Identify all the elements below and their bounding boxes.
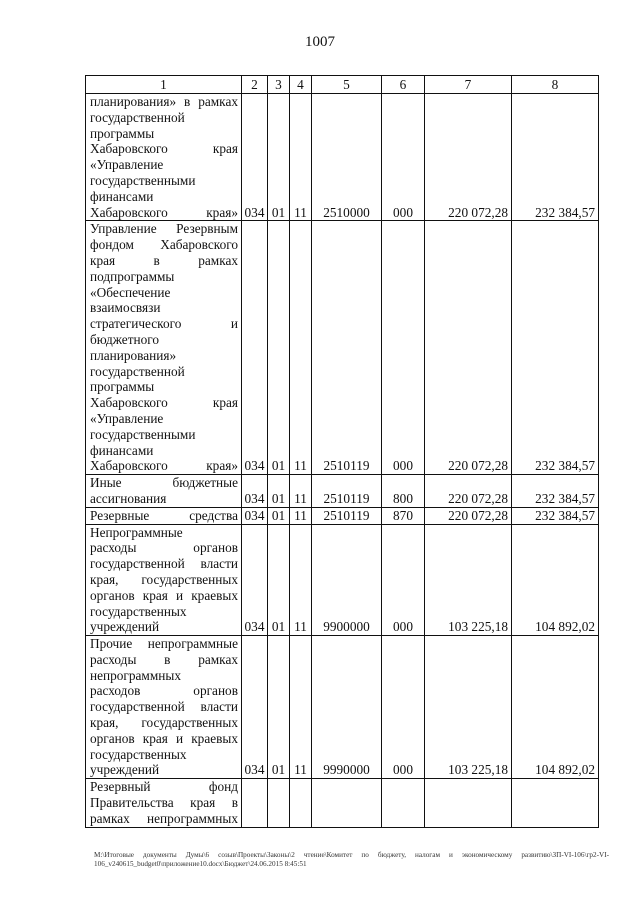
cell-amount-2016: 220 072,28	[425, 94, 512, 221]
cell-amount-2016: 220 072,28	[425, 507, 512, 524]
cell-amount-2017: 232 384,57	[512, 475, 599, 508]
cell-ministry-code: 034	[242, 475, 268, 508]
row-description	[86, 475, 242, 508]
description-line: расходов органов	[90, 683, 238, 699]
col-header-2: 2	[242, 76, 268, 94]
cell-target-article: 9990000	[312, 636, 382, 779]
cell-subsection	[290, 779, 312, 827]
description-line: ассигнования	[90, 490, 167, 506]
description-line: Правительства края в	[90, 795, 238, 811]
description-line: учреждений	[90, 762, 160, 778]
cell-expense-type: 870	[382, 507, 425, 524]
description-line: программы	[90, 379, 155, 395]
description-line: непрограммных	[90, 667, 181, 683]
cell-section: 01	[268, 221, 290, 475]
description-line: края, государственных	[90, 571, 238, 587]
description-line: «Управление	[90, 410, 164, 426]
table-row	[86, 221, 599, 475]
description-line: расходы в рамках	[90, 651, 238, 667]
cell-amount-2017: 104 892,02	[512, 524, 599, 636]
description-line: органов края и краевых	[90, 730, 238, 746]
table-row	[86, 507, 599, 524]
cell-subsection: 11	[290, 636, 312, 779]
row-description	[86, 524, 242, 636]
description-line: «Обеспечение	[90, 284, 171, 300]
cell-amount-2016: 220 072,28	[425, 475, 512, 508]
cell-expense-type	[382, 779, 425, 827]
cell-amount-2016: 103 225,18	[425, 636, 512, 779]
cell-target-article: 2510119	[312, 507, 382, 524]
description-line: программы	[90, 125, 155, 141]
file-path-footer	[94, 851, 609, 869]
description-line: государственной	[90, 109, 185, 125]
description-line: государственной	[90, 363, 185, 379]
cell-target-article	[312, 779, 382, 827]
cell-subsection: 11	[290, 475, 312, 508]
footer-line: 106_v240615_budget0\приложение10.docx\Бюджет\24.06.2015 8:45:51	[94, 860, 307, 868]
description-line: Управление Резервным	[90, 221, 238, 237]
row-description	[86, 507, 242, 524]
col-header-5: 5	[312, 76, 382, 94]
cell-amount-2016	[425, 779, 512, 827]
cell-section	[268, 779, 290, 827]
cell-amount-2017: 232 384,57	[512, 94, 599, 221]
description-line: расходы органов	[90, 540, 238, 556]
description-line: Резервные средства	[90, 507, 238, 523]
cell-ministry-code: 034	[242, 221, 268, 475]
cell-subsection: 11	[290, 507, 312, 524]
description-line: фондом Хабаровского	[90, 237, 238, 253]
col-header-4: 4	[290, 76, 312, 94]
description-line: планирования» в рамках	[90, 94, 238, 109]
cell-expense-type: 000	[382, 524, 425, 636]
cell-section: 01	[268, 94, 290, 221]
cell-amount-2016: 220 072,28	[425, 221, 512, 475]
description-line: Непрограммные	[90, 524, 183, 540]
cell-target-article: 2510000	[312, 94, 382, 221]
cell-section: 01	[268, 507, 290, 524]
cell-target-article: 2510119	[312, 221, 382, 475]
description-line: планирования»	[90, 347, 177, 363]
budget-table	[85, 75, 599, 828]
cell-section: 01	[268, 636, 290, 779]
description-line: органов края и краевых	[90, 587, 238, 603]
col-header-8: 8	[512, 76, 599, 94]
description-line: бюджетного	[90, 331, 160, 347]
table-row	[86, 524, 599, 636]
description-line: Резервный фонд	[90, 779, 238, 795]
description-line: Хабаровского края»	[90, 204, 238, 220]
page-number: 1007	[305, 34, 335, 50]
table-row	[86, 475, 599, 508]
description-line: государственными	[90, 172, 196, 188]
row-description	[86, 94, 242, 221]
cell-ministry-code	[242, 779, 268, 827]
description-line: края, государственных	[90, 715, 238, 731]
description-line: государственными	[90, 426, 196, 442]
header-row	[86, 76, 599, 94]
cell-subsection: 11	[290, 94, 312, 221]
description-line: финансами	[90, 188, 154, 204]
col-header-7: 7	[425, 76, 512, 94]
row-description	[86, 221, 242, 475]
cell-target-article: 9900000	[312, 524, 382, 636]
description-line: Прочие непрограммные	[90, 636, 238, 652]
description-line: стратегического и	[90, 316, 238, 332]
description-line: Хабаровского края	[90, 141, 238, 157]
cell-expense-type: 000	[382, 636, 425, 779]
description-line: учреждений	[90, 619, 160, 635]
cell-expense-type: 000	[382, 221, 425, 475]
description-line: финансами	[90, 442, 154, 458]
cell-ministry-code: 034	[242, 507, 268, 524]
cell-amount-2017	[512, 779, 599, 827]
table-row	[86, 779, 599, 827]
cell-target-article: 2510119	[312, 475, 382, 508]
cell-ministry-code: 034	[242, 94, 268, 221]
row-description	[86, 636, 242, 779]
table-row	[86, 636, 599, 779]
cell-subsection: 11	[290, 221, 312, 475]
cell-ministry-code: 034	[242, 524, 268, 636]
cell-expense-type: 800	[382, 475, 425, 508]
description-line: Хабаровского края	[90, 395, 238, 411]
description-line: подпрограммы	[90, 268, 175, 284]
cell-amount-2017: 232 384,57	[512, 221, 599, 475]
col-header-1: 1	[86, 76, 242, 94]
description-line: «Управление	[90, 157, 164, 173]
description-line: государственных	[90, 746, 187, 762]
cell-expense-type: 000	[382, 94, 425, 221]
description-line: государственной власти	[90, 556, 238, 572]
description-line: взаимосвязи	[90, 300, 161, 316]
cell-amount-2017: 232 384,57	[512, 507, 599, 524]
description-line: края в рамках	[90, 252, 238, 268]
cell-section: 01	[268, 475, 290, 508]
cell-ministry-code: 034	[242, 636, 268, 779]
table-row	[86, 94, 599, 221]
description-line: рамках непрограммных	[90, 810, 238, 826]
description-line: государственной власти	[90, 699, 238, 715]
cell-amount-2016: 103 225,18	[425, 524, 512, 636]
col-header-3: 3	[268, 76, 290, 94]
description-line: Хабаровского края»	[90, 458, 238, 474]
col-header-6: 6	[382, 76, 425, 94]
description-line: Иные бюджетные	[90, 475, 238, 491]
footer-line: М:\Итоговые документы Думы\6 созыв\Проекты\Законы\2 чтение\Комитет по бюджету, налогам и экономическому развитию\ЗП-VI-106\гр2-VI-	[94, 851, 609, 859]
row-description	[86, 779, 242, 827]
cell-section: 01	[268, 524, 290, 636]
cell-amount-2017: 104 892,02	[512, 636, 599, 779]
description-line: государственных	[90, 603, 187, 619]
cell-subsection: 11	[290, 524, 312, 636]
